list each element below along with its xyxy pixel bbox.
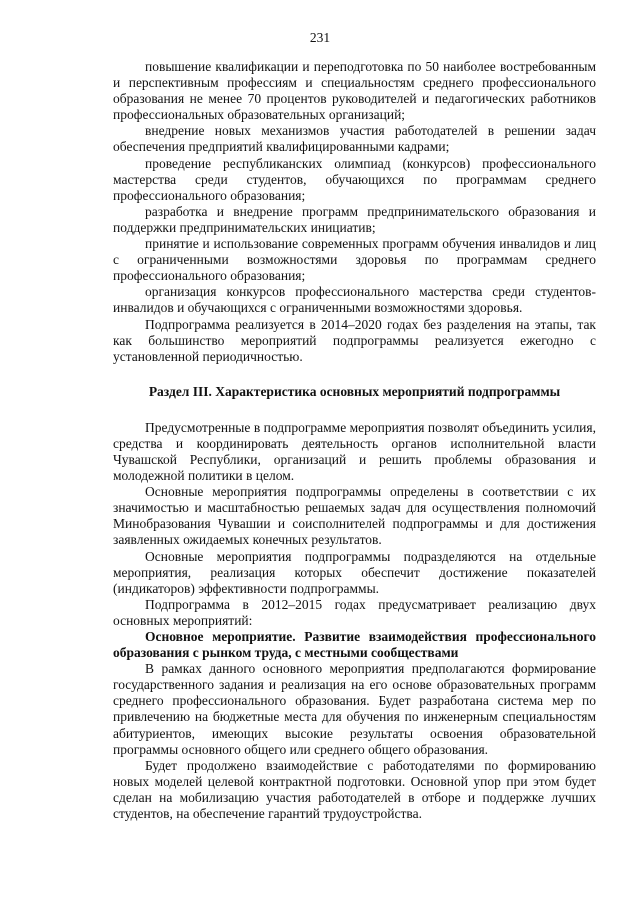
paragraph: разработка и внедрение программ предпринимательского образования и поддержки предпринимательских инициатив; [113,203,596,235]
measure-heading: Основное мероприятие. Развитие взаимодействия профессионального образования с рынком труда, с местными сообществами [113,629,596,661]
paragraph: Основные мероприятия подпрограммы определены в соответствии с их значимостью и масштабностью решаемых задач для осуществления полномочий Минобразования Чувашии и соисполнителей подпрограммы и для достижения заявленных ожидаемых конечных результатов. [113,484,596,548]
paragraph: принятие и использование современных программ обучения инвалидов и лиц с ограниченными возможностями здоровья по программам среднего профессионального образования; [113,236,596,284]
paragraph: Будет продолжено взаимодействие с работодателями по формированию новых моделей целевой контрактной подготовки. Основной упор при этом будет сделан на мобилизацию участия работодателей в отборе и поддержке лучших студентов, на обеспечение гарантий трудоустройства. [113,757,596,822]
paragraph: организация конкурсов профессионального мастерства среди студентов-инвалидов и обучающихся с ограниченными возможностями здоровья. [113,284,596,316]
paragraph: В рамках данного основного мероприятия предполагаются формирование государственного задания и реализация на его основе образовательных программ среднего профессионального образования. Будет разработана система мер по привлечению на бюджетные места для обучения по инженерным специальностям абитуриентов, имеющих высокие результаты освоения образовательной программы основного общего или среднего общего образования. [113,661,596,757]
paragraph: Предусмотренные в подпрограмме мероприятия позволят объединить усилия, средства и координировать деятельность органов исполнительной власти Чувашской Республики, организаций и решить проблемы образования и молодежной политики в целом. [113,419,596,484]
paragraph: Подпрограмма в 2012–2015 годах предусматривает реализацию двух основных мероприятий: [113,596,596,628]
document-body [113,59,596,822]
paragraph: повышение квалификации и переподготовка по 50 наиболее востребованным и перспективным профессиям и специальностям среднего профессионального образования не менее 70 процентов руководителей и педагогических работников профессиональных образовательных организаций; [113,59,596,123]
section-heading: Раздел III. Характеристика основных мероприятий подпрограммы [148,383,561,399]
page-number: 231 [309,30,331,45]
paragraph: Основные мероприятия подпрограммы подразделяются на отдельные мероприятия, реализация которых обеспечит достижение показателей (индикаторов) эффективности подпрограммы. [113,548,596,596]
paragraph: внедрение новых механизмов участия работодателей в решении задач обеспечения предприятий квалифицированными кадрами; [113,123,596,155]
paragraph: Подпрограмма реализуется в 2014–2020 годах без разделения на этапы, так как большинство мероприятий подпрограммы реализуется ежегодно с установленной периодичностью. [113,316,596,364]
paragraph: проведение республиканских олимпиад (конкурсов) профессионального мастерства среди студентов, обучающихся по программам среднего профессионального образования; [113,155,596,203]
